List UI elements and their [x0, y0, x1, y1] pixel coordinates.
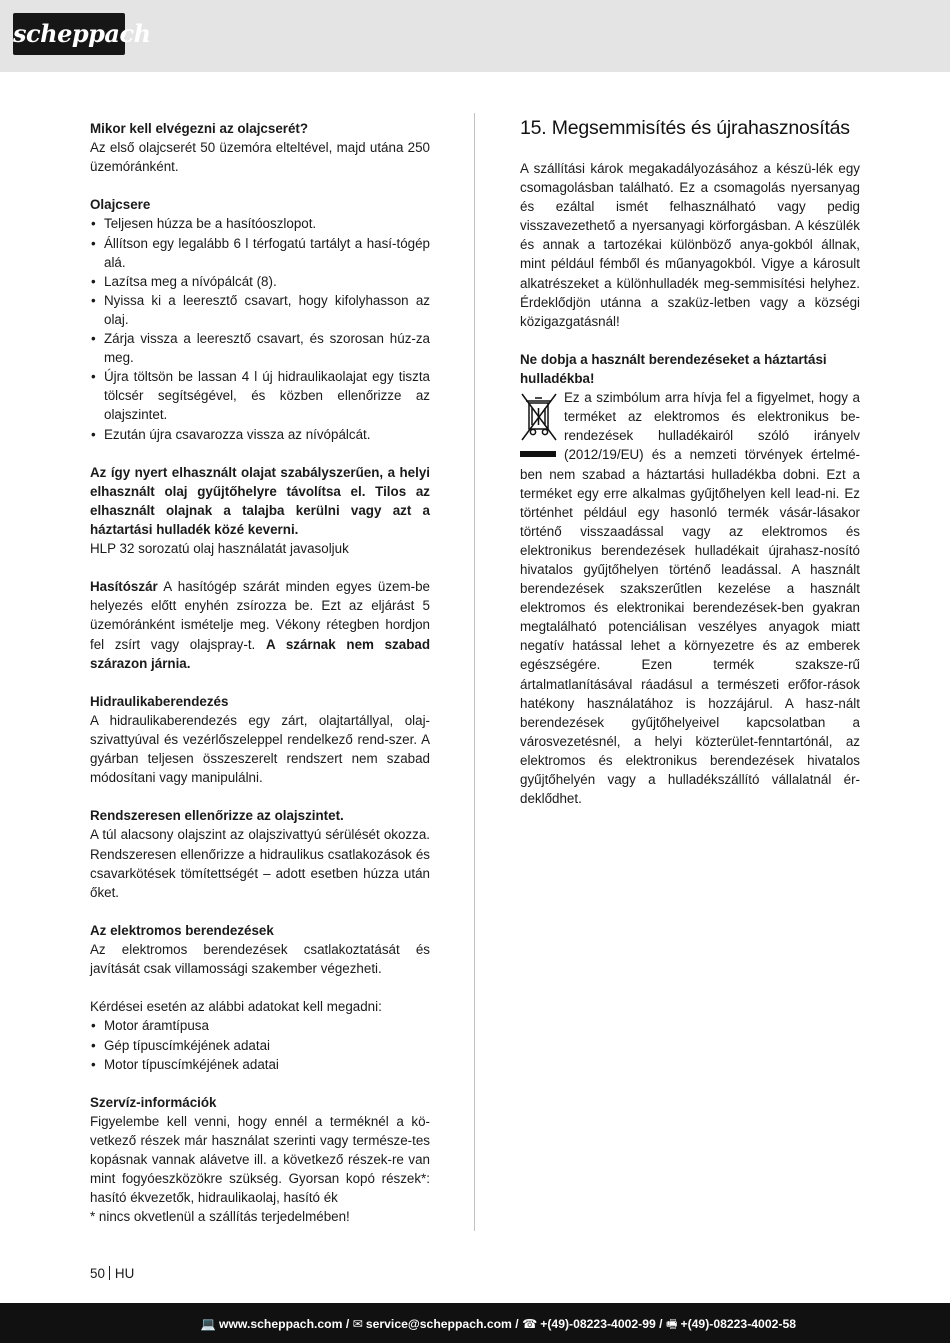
footer-contacts — [201, 1315, 796, 1336]
rod-text: A hasítógép szárát minden egyes üzem-be helyezés előtt enyhén zsírozza be. Ezt az eljárást 5 üzemóránként ismételje meg. Vékony rétegben hordjon fel zsírt vagy olajspray-t. — [90, 579, 430, 652]
crossed-out-wheeled-bin-icon — [520, 391, 560, 463]
disposal-intro-text: A szállítási károk megakadályozásához a készü-lék egy csomagolásban található. Ez a csomagolás nyersanyag és ezáltal ismét felhasználható vagy pedig visszavezethető a nyersanyagi körforgásban. A készülék és annak a tartozékai különböző anya-gokból állnak, mint például fémből és műanyagokból. Vigye a károsult alkatrészeket a különhulladék meg-semmisítési helyhez. Érdeklődjön utánna a szaküz-letben vagy a községi közigazgatásnál! — [520, 161, 860, 329]
hydraulic-text: A hidraulikaberendezés egy zárt, olajtartállyal, olaj-szivattyúval és vezérlőszeleppel rendelkező rend-szer. A gyárban teljesen összeszerelt rendszert nem szabad módosítani vagy manipulálni. — [90, 712, 430, 786]
service-text: Figyelembe kell venni, hogy ennél a terméknél a kö-vetkező részek már használat szerinti vagy természe-tes kopásnak vannak alávetve ill. a következő részek-re van mint fogyóeszközökre szükség. Gyorsan kopó részek*: hasító ékvezetők, hidraulikaolaj, hasító ék — [90, 1113, 430, 1206]
footer-website[interactable]: www.scheppach.com — [218, 1317, 343, 1331]
computer-icon: 💻 — [200, 1317, 216, 1331]
list-item: • Újra töltsön be lassan 4 l új hidraulikaolajat egy tiszta tölcsér segítségével, és közben ellenőrizze az olajszintet. — [90, 367, 430, 424]
oil-level-text: A túl alacsony olajszint az olajszivattyú sérülését okozza. Rendszeresen ellenőrizze a hidraulikus csatlakozások és csavarkötések tömítettségét – adott esetben húzza után őket. — [90, 827, 430, 900]
list-item: • Ezután újra csavarozza vissza az nívópálcát. — [90, 425, 430, 444]
weee-text: Ez a szimbólum arra hívja fel a figyelmet, hogy a terméket az elektromos és elektronikus be-rendezések hulladékairól szóló irányelv (2012/19/EU) és a nemzeti törvények értelmé-ben nem szabad a háztartási hulladékba dobni. Ezt a terméket egy erre alkalmas gyűjtőhelyen kell lead-ni. Ez történhet például egy hasonló termék vásár-lásakor történő visszaadással vagy az elektromos és elektronikus berendezések hulladékait újrahasz-nosító hivatalos gyűjtőhelyen történő leadással. A használt berendezések szakszerűtlen kezelése a használt elektromos és elektronikai berendezések-ben gyakran megtalálható potenciálisan veszélyes anyagok miatt negatív hatással lehet a környezetre és az emberek egészségére. Ezen termék szaksze-rű ártalmatlanításával ráadásul a természeti erőfor-rások hatékony használatához is hozzájárul. A hasz-nált berendezések gyűjtőhelyeivel kapcsolatban a városvezetésnél, a helyi közterület-fenntartónál, az elektromos és elektronikus berendezések hivatalos gyűjtőhelyén vagy a hulladékszállító vállalatnál ér-deklődhet. — [520, 390, 860, 807]
questions-list — [90, 1016, 430, 1073]
page-number — [90, 1265, 134, 1283]
footer-phone: +(49)-08223-4002-99 — [540, 1317, 656, 1331]
footer-separator: / — [342, 1317, 353, 1331]
rod-paragraph — [90, 577, 430, 672]
questions-intro: Kérdései esetén az alábbi adatokat kell megadni: — [90, 999, 382, 1015]
footer-separator: / — [511, 1317, 523, 1331]
list-item: • Motor típuscímkéjének adatai — [90, 1055, 430, 1074]
weee-underline-bar — [520, 451, 556, 457]
weee-block — [520, 388, 860, 808]
left-column — [90, 119, 430, 1226]
list-item: • Állítson egy legalább 6 l térfogatú tartályt a hasí-tógép alá. — [90, 234, 430, 272]
list-item: • Gép típuscímkéjének adatai — [90, 1036, 430, 1055]
list-item: • Zárja vissza a leeresztő csavart, és szorosan húz-za meg. — [90, 329, 430, 367]
service-heading: Szervíz-információk — [90, 1094, 217, 1110]
footer-fax: +(49)-08223-4002-58 — [680, 1317, 796, 1331]
oil-change-when-heading: Mikor kell elvégezni az olajcserét? — [90, 121, 309, 136]
list-item: • Lazítsa meg a nívópálcát (8). — [90, 272, 430, 291]
list-item: • Motor áramtípusa — [90, 1016, 430, 1035]
service-footnote: * nincs okvetlenül a szállítás terjedelmében! — [90, 1209, 350, 1225]
weee-heading: Ne dobja a használt berendezéseket a háztartási hulladékba! — [520, 351, 827, 387]
scheppach-logo: scheppach — [13, 13, 125, 55]
electrical-heading: Az elektromos berendezések — [90, 922, 274, 938]
hlp-oil-note: HLP 32 sorozatú olaj használatát javasoljuk — [90, 541, 349, 557]
phone-icon: ☎ — [522, 1317, 538, 1331]
used-oil-warning: Az így nyert elhasznált olajat szabályszerűen, a helyi elhasznált olaj gyűjtőhelyre távolítsa el. Tilos az elhasznált olajnak a talajba kerülni vagy azt a háztartási hulladék közé keverni. — [90, 464, 430, 537]
mail-icon: ✉ — [352, 1317, 363, 1331]
electrical-text: Az elektromos berendezések csatlakoztatását és javítását csak villamossági szakember végezheti. — [90, 942, 430, 977]
rod-warning: A szárnak nem szabad szárazon járnia. — [90, 636, 431, 671]
right-column — [520, 119, 860, 808]
fax-icon: 🖷 — [665, 1317, 678, 1331]
page-number-value: 50 — [90, 1266, 105, 1281]
hydraulic-heading: Hidraulikaberendezés — [90, 693, 229, 709]
footer-bar — [0, 1303, 950, 1343]
footer-email[interactable]: service@scheppach.com — [365, 1317, 512, 1331]
footer-separator: / — [655, 1317, 666, 1331]
section-title: 15. Megsemmisítés és újrahasznosítás — [520, 117, 850, 139]
rod-heading: Hasítószár — [90, 579, 158, 595]
list-item: • Teljesen húzza be a hasítóoszlopot. — [90, 214, 430, 233]
oil-change-heading: Olajcsere — [90, 197, 151, 213]
oil-change-steps — [90, 214, 430, 443]
list-item: • Nyissa ki a leeresztő csavart, hogy kifolyhasson az olaj. — [90, 291, 430, 329]
column-divider — [474, 113, 475, 1231]
oil-change-when-text: Az első olajcserét 50 üzemóra elteltével, majd utána 250 üzemóránként. — [90, 140, 430, 175]
page-language: HU — [114, 1266, 135, 1281]
oil-level-heading: Rendszeresen ellenőrizze az olajszintet. — [90, 808, 344, 824]
